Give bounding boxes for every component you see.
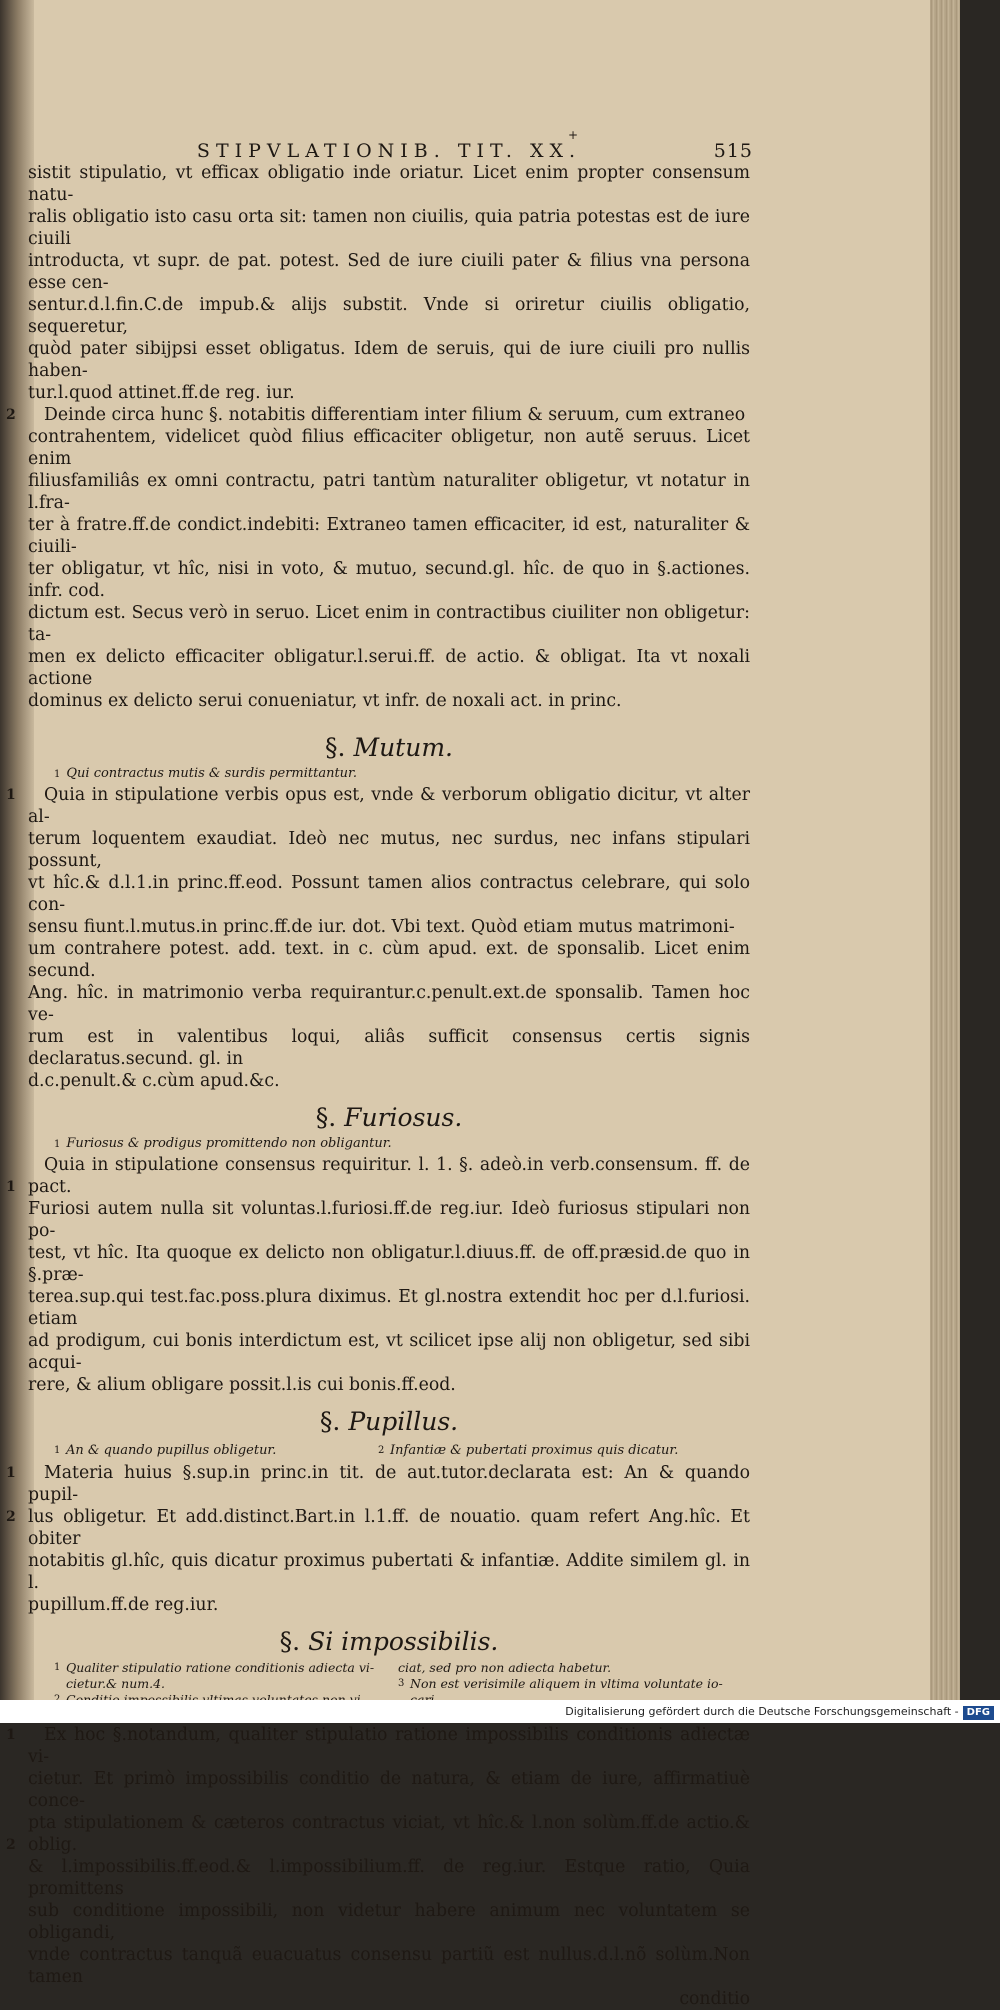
margin-number: 1 xyxy=(6,1727,16,1743)
margin-number: 1 xyxy=(6,1465,16,1481)
text-line: rere, & alium obligare possit.l.is cui bonis.ff.eod. xyxy=(28,1375,456,1395)
header-mark: + xyxy=(568,128,579,142)
text-line: ter obligatur, vt hîc, nisi in voto, & mutuo, secund.gl. hîc. de quo in §.actiones. infr. cod. xyxy=(28,559,750,601)
text-line: terea.sup.qui test.fac.poss.plura diximus. Et gl.nostra extendit hoc per d.l.furiosi. etiam xyxy=(28,1287,750,1329)
text-line: um contrahere potest. add. text. in c. cùm apud. ext. de sponsalib. Licet enim secund. xyxy=(28,939,750,981)
text-line: quòd pater sibijpsi esset obligatus. Idem de seruis, qui de iure ciuili pro nullis haben- xyxy=(28,339,750,381)
text-line: men ex delicto efficaciter obligatur.l.serui.ff. de actio. & obligat. Ita vt noxali actione xyxy=(28,647,750,689)
section-title-si-impossibilis: §. Si impossibilis. xyxy=(279,1627,499,1656)
text-line: ad prodigum, cui bonis interdictum est, vt scilicet ipse alij non obligetur, sed sibi acqui- xyxy=(28,1331,750,1373)
page-number: 515 xyxy=(713,140,753,162)
margin-number: 2 xyxy=(6,1837,16,1853)
text-line: filiusfamiliâs ex omni contractu, patri tantùm naturaliter obligetur, vt notatur in l.fra- xyxy=(28,471,750,513)
text-line: Ang. hîc. in matrimonio verba requirantur.c.penult.ext.de sponsalib. Tamen hoc ve- xyxy=(28,983,750,1025)
section-body-si-impossibilis xyxy=(6,1724,750,2010)
text-line: pupillum.ff.de reg.iur. xyxy=(28,1595,219,1615)
paragraph-2 xyxy=(6,404,750,712)
text-line: terum loquentem exaudiat. Ideò nec mutus, nec surdus, nec infans stipulari possunt, xyxy=(28,829,750,871)
section-title-furiosus: §. Furiosus. xyxy=(315,1103,463,1132)
intro-paragraph xyxy=(28,162,750,404)
footer-credit: Digitalisierung gefördert durch die Deutsche Forschungsgemeinschaft - xyxy=(565,1705,959,1718)
text-line: contrahentem, videlicet quòd filius efficaciter obligetur, non autẽ seruus. Licet enim xyxy=(28,427,750,469)
margin-number: 2 xyxy=(6,407,16,423)
text-line: lus obligetur. Et add.distinct.Bart.in l.1.ff. de nouatio. quam refert Ang.hîc. Et obiter xyxy=(28,1507,750,1549)
text-line: tur.l.quod attinet.ff.de reg. iur. xyxy=(28,383,295,403)
text-line: sub conditione impossibili, non videtur habere animum nec voluntatem se obligandi, xyxy=(28,1901,750,1943)
text-line: sistit stipulatio, vt efficax obligatio inde oriatur. Licet enim propter consensum natu- xyxy=(28,163,750,205)
section-summary: 1 An & quando pupillus obligetur. 2 Infantiæ & pubertati proximus quis dicatur. xyxy=(54,1443,679,1458)
text-line: vt hîc.& d.l.1.in princ.ff.eod. Possunt tamen alios contractus celebrare, qui solo con- xyxy=(28,873,750,915)
text-line: notabitis gl.hîc, quis dicatur proximus pubertati & infantiæ. Addite similem gl. in l. xyxy=(28,1551,750,1593)
margin-number: 1 xyxy=(6,1179,16,1195)
text-line: introducta, vt supr. de pat. potest. Sed de iure ciuili pater & filius vna persona esse cen- xyxy=(28,251,750,293)
dfg-logo: DFG xyxy=(963,1706,994,1720)
text-line: Deinde circa hunc §. notabitis differentiam inter filium & seruum, cum extraneo xyxy=(44,405,746,425)
margin-number: 2 xyxy=(6,1509,16,1525)
margin-number: 1 xyxy=(6,787,16,803)
text-line: Materia huius §.sup.in princ.in tit. de aut.tutor.declarata est: An & quando pupil- xyxy=(28,1463,750,1505)
section-title-mutum: §. Mutum. xyxy=(325,733,453,762)
page-content xyxy=(6,128,753,2010)
text-line: ter à fratre.ff.de condict.indebiti: Extraneo tamen efficaciter, id est, naturaliter & ciuili- xyxy=(28,515,750,557)
text-line: sensu fiunt.l.mutus.in princ.ff.de iur. dot. Vbi text. Quòd etiam mutus matrimoni- xyxy=(28,917,735,937)
text-line: Quia in stipulatione verbis opus est, vnde & verborum obligatio dicitur, vt alter al- xyxy=(28,785,750,827)
footer-bar xyxy=(0,1700,1000,1723)
section-body-furiosus xyxy=(6,1154,750,1396)
section-summary: 1 Qui contractus mutis & surdis permittantur. xyxy=(54,766,357,781)
text-line: vnde contractus tanquã euacuatus consensu partiũ est nullus.d.l.nõ solùm.Non tamen xyxy=(28,1945,750,1987)
running-header xyxy=(28,128,753,164)
section-summary: 1 Qualiter stipulatio ratione conditionis adiecta vi- cietur.& num.4. ciat, sed pro non adiecta habetur. 3 Non est verisimile aliquem in vltima voluntate io- xyxy=(54,1660,723,1691)
text-line: dictum est. Secus verò in seruo. Licet enim in contractibus ciuiliter non obligetur: ta- xyxy=(28,603,750,645)
text-line: Quia in stipulatione consensus requiritur. l. 1. §. adeò.in verb.consensum. ff. de pact. xyxy=(28,1155,750,1197)
text-line: pta stipulationem & cæteros contractus viciat, vt hîc.& l.non solùm.ff.de actio.& oblig. xyxy=(28,1813,750,1855)
text-line: Ex hoc §.notandum, qualiter stipulatio ratione impossibilis conditionis adiectæ vi- xyxy=(28,1725,750,1767)
page-edges xyxy=(930,0,960,1700)
text-line: ralis obligatio isto casu orta sit: tamen non ciuilis, quia patria potestas est de iure ciuili xyxy=(28,207,750,249)
text-line: dominus ex delicto serui conueniatur, vt infr. de noxali act. in princ. xyxy=(28,691,622,711)
section-title-pupillus: §. Pupillus. xyxy=(319,1407,459,1436)
text-line: & l.impossibilis.ff.eod.& l.impossibilium.ff. de reg.iur. Estque ratio, Quia promittens xyxy=(28,1857,750,1899)
catchword: conditio xyxy=(679,1989,750,2009)
text-line: rum est in valentibus loqui, aliâs sufficit consensus certis signis declaratus.secund. gl. in xyxy=(28,1027,750,1069)
section-body-pupillus xyxy=(6,1462,750,1616)
text-line: d.c.penult.& c.cùm apud.&c. xyxy=(28,1071,280,1091)
text-line: sentur.d.l.fin.C.de impub.& alijs substit. Vnde si oriretur ciuilis obligatio, sequeretur, xyxy=(28,295,750,337)
section-summary: 1 Furiosus & prodigus promittendo non obligantur. xyxy=(54,1136,392,1151)
text-line: Furiosi autem nulla sit voluntas.l.furiosi.ff.de reg.iur. Ideò furiosus stipulari non po- xyxy=(28,1199,750,1241)
text-line: test, vt hîc. Ita quoque ex delicto non obligatur.l.diuus.ff. de off.præsid.de quo in §.præ- xyxy=(28,1243,750,1285)
running-title: STIPVLATIONIB. TIT. XX. xyxy=(196,140,582,162)
section-body-mutum xyxy=(6,784,750,1092)
text-line: cietur. Et primò impossibilis conditio de natura, & etiam de iure, affirmatiuè conce- xyxy=(28,1769,750,1811)
